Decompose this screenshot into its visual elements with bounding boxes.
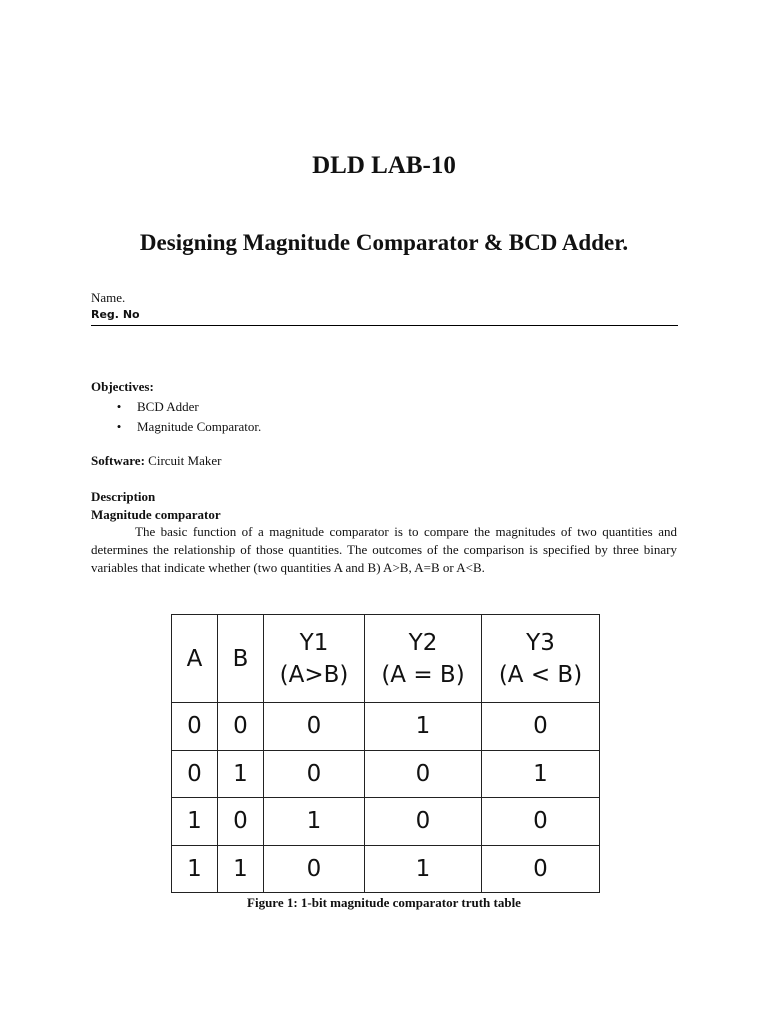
table-cell: 0 <box>365 798 482 846</box>
name-label: Name. <box>91 290 126 305</box>
table-row <box>172 750 600 798</box>
table-row <box>172 703 600 751</box>
magnitude-comparator-heading: Magnitude comparator <box>91 507 221 522</box>
divider-line <box>91 325 678 326</box>
table-cell: 0 <box>264 845 365 893</box>
objectives-heading: Objectives: <box>91 379 154 394</box>
table-header-row <box>172 615 600 703</box>
bullet-icon: • <box>116 419 122 434</box>
objective-text: BCD Adder <box>137 399 199 414</box>
table-cell: 0 <box>218 798 264 846</box>
column-header-y2: Y2 (A = B) <box>365 615 482 703</box>
table-cell: 1 <box>365 845 482 893</box>
software-label: Software: <box>91 453 145 468</box>
software-line <box>91 453 221 469</box>
table-cell: 1 <box>365 703 482 751</box>
truth-table <box>171 614 600 893</box>
table-cell: 1 <box>172 798 218 846</box>
table-cell: 1 <box>172 845 218 893</box>
objective-text: Magnitude Comparator. <box>137 419 262 434</box>
table-cell: 0 <box>172 703 218 751</box>
table-row <box>172 798 600 846</box>
description-paragraph: The basic function of a magnitude comparator is to compare the magnitudes of two quantities and determines the relationship of those quantities. The outcomes of the comparison is specified by three binary variables that indicate whether (two quantities A and B) A>B, A=B or A<B. <box>91 524 677 575</box>
table-cell: 1 <box>218 750 264 798</box>
reg-no-label: Reg. No <box>91 308 140 321</box>
table-cell: 0 <box>218 703 264 751</box>
table-cell: 0 <box>264 750 365 798</box>
software-value: Circuit Maker <box>148 453 222 468</box>
table-cell: 0 <box>365 750 482 798</box>
table-cell: 0 <box>482 703 600 751</box>
truth-table-figure <box>171 614 599 893</box>
table-cell: 0 <box>482 845 600 893</box>
description-heading: Description <box>91 489 156 504</box>
column-header-y3: Y3 (A < B) <box>482 615 600 703</box>
column-header-a: A <box>172 615 218 703</box>
column-header-b: B <box>218 615 264 703</box>
table-cell: 0 <box>482 798 600 846</box>
figure-caption: Figure 1: 1-bit magnitude comparator truth table <box>247 895 521 910</box>
table-row <box>172 845 600 893</box>
table-cell: 1 <box>218 845 264 893</box>
table-cell: 0 <box>264 703 365 751</box>
table-cell: 1 <box>264 798 365 846</box>
bullet-icon: • <box>116 399 122 414</box>
column-header-y1: Y1 (A>B) <box>264 615 365 703</box>
document-heading: Designing Magnitude Comparator & BCD Adder. <box>139 230 629 255</box>
table-cell: 1 <box>482 750 600 798</box>
lab-title: DLD LAB-10 <box>312 152 456 179</box>
table-cell: 0 <box>172 750 218 798</box>
